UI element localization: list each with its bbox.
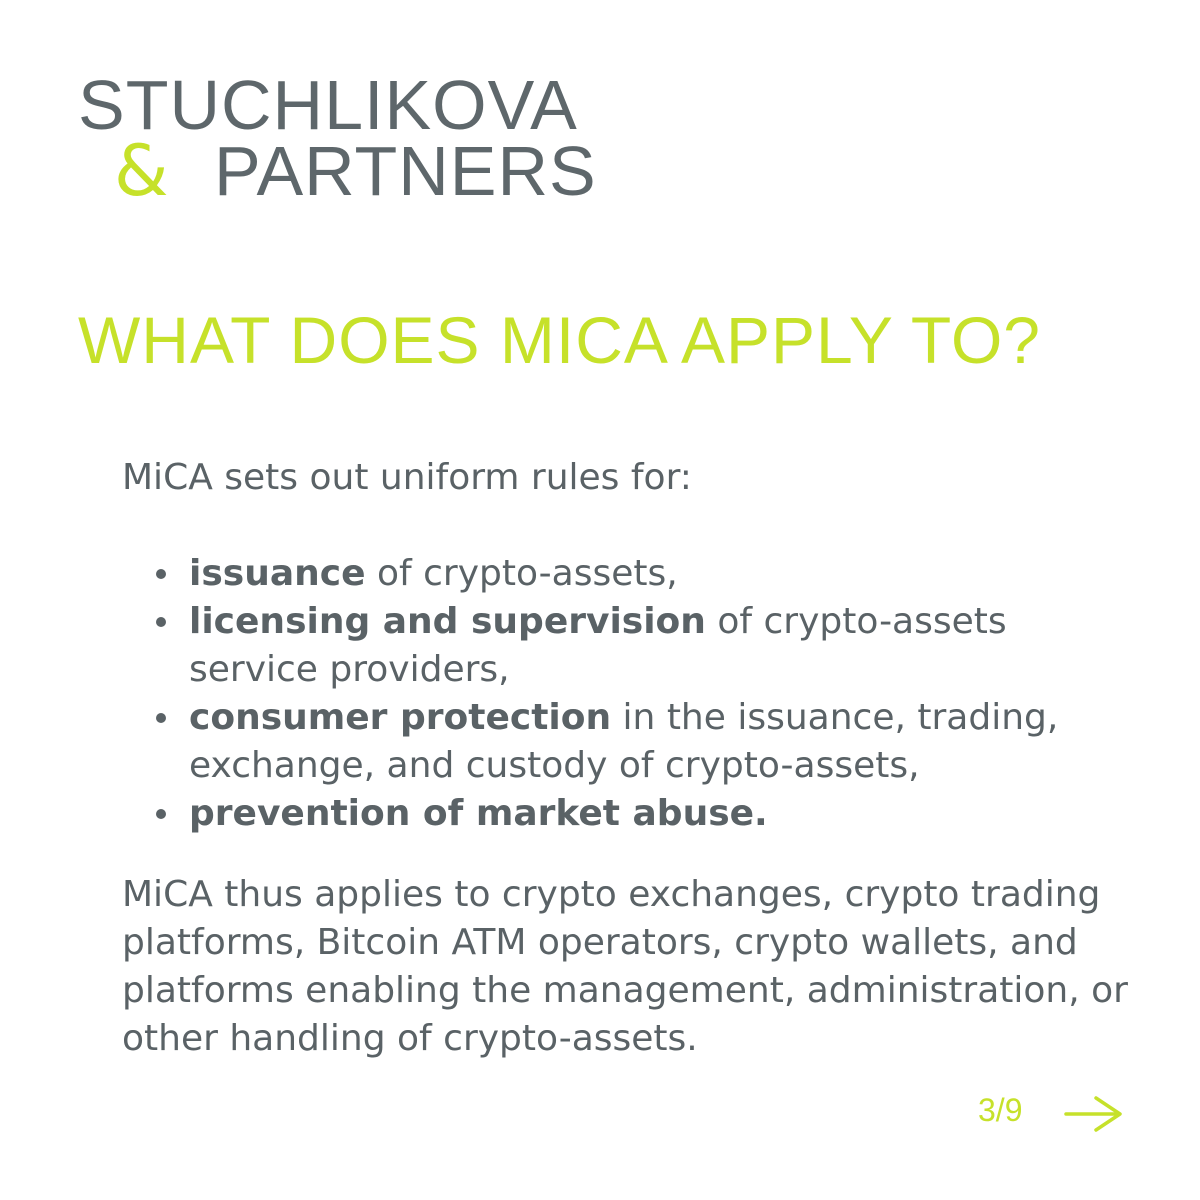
- logo-line1: STUCHLIKOVA: [78, 66, 578, 144]
- rule-text: of crypto-assets service providers,: [189, 601, 1007, 690]
- arrow-right-icon[interactable]: [1064, 1094, 1124, 1134]
- summary-text: MiCA thus applies to crypto exchanges, crypto trading platforms, Bitcoin ATM operators, crypto wallets, and platforms enabling the management, administration, or other handling of crypto-assets.: [122, 874, 1128, 1059]
- rules-list: [122, 550, 1132, 838]
- pagination: [978, 1090, 1128, 1138]
- logo-line2: PARTNERS: [214, 132, 597, 210]
- rule-bold-text: prevention of market abuse.: [189, 793, 768, 834]
- rule-item-licensing: [122, 598, 1132, 694]
- rule-item-issuance: [122, 550, 1132, 598]
- page-indicator: 3/9: [978, 1092, 1023, 1128]
- bullet-dot: [156, 713, 166, 723]
- page-title: WHAT DOES MICA APPLY TO?: [78, 303, 1041, 377]
- rule-item-consumer-protection: [122, 694, 1132, 790]
- bullet-dot: [156, 809, 166, 819]
- bullet-dot: [156, 617, 166, 627]
- rule-text: in the issuance, trading, exchange, and custody of crypto-assets,: [189, 697, 1059, 786]
- rule-bold-text: issuance: [189, 553, 366, 594]
- rule-text: of crypto-assets,: [365, 553, 678, 594]
- rule-bold-text: consumer protection: [189, 697, 612, 738]
- bullet-dot: [156, 569, 166, 579]
- rule-bold-text: licensing and supervision: [189, 601, 706, 642]
- main-content: [122, 454, 1132, 1063]
- rule-item-market-abuse: [122, 790, 1132, 838]
- logo-ampersand: &: [114, 130, 169, 212]
- brand-logo: [78, 66, 638, 212]
- intro-text: MiCA sets out uniform rules for:: [122, 457, 692, 498]
